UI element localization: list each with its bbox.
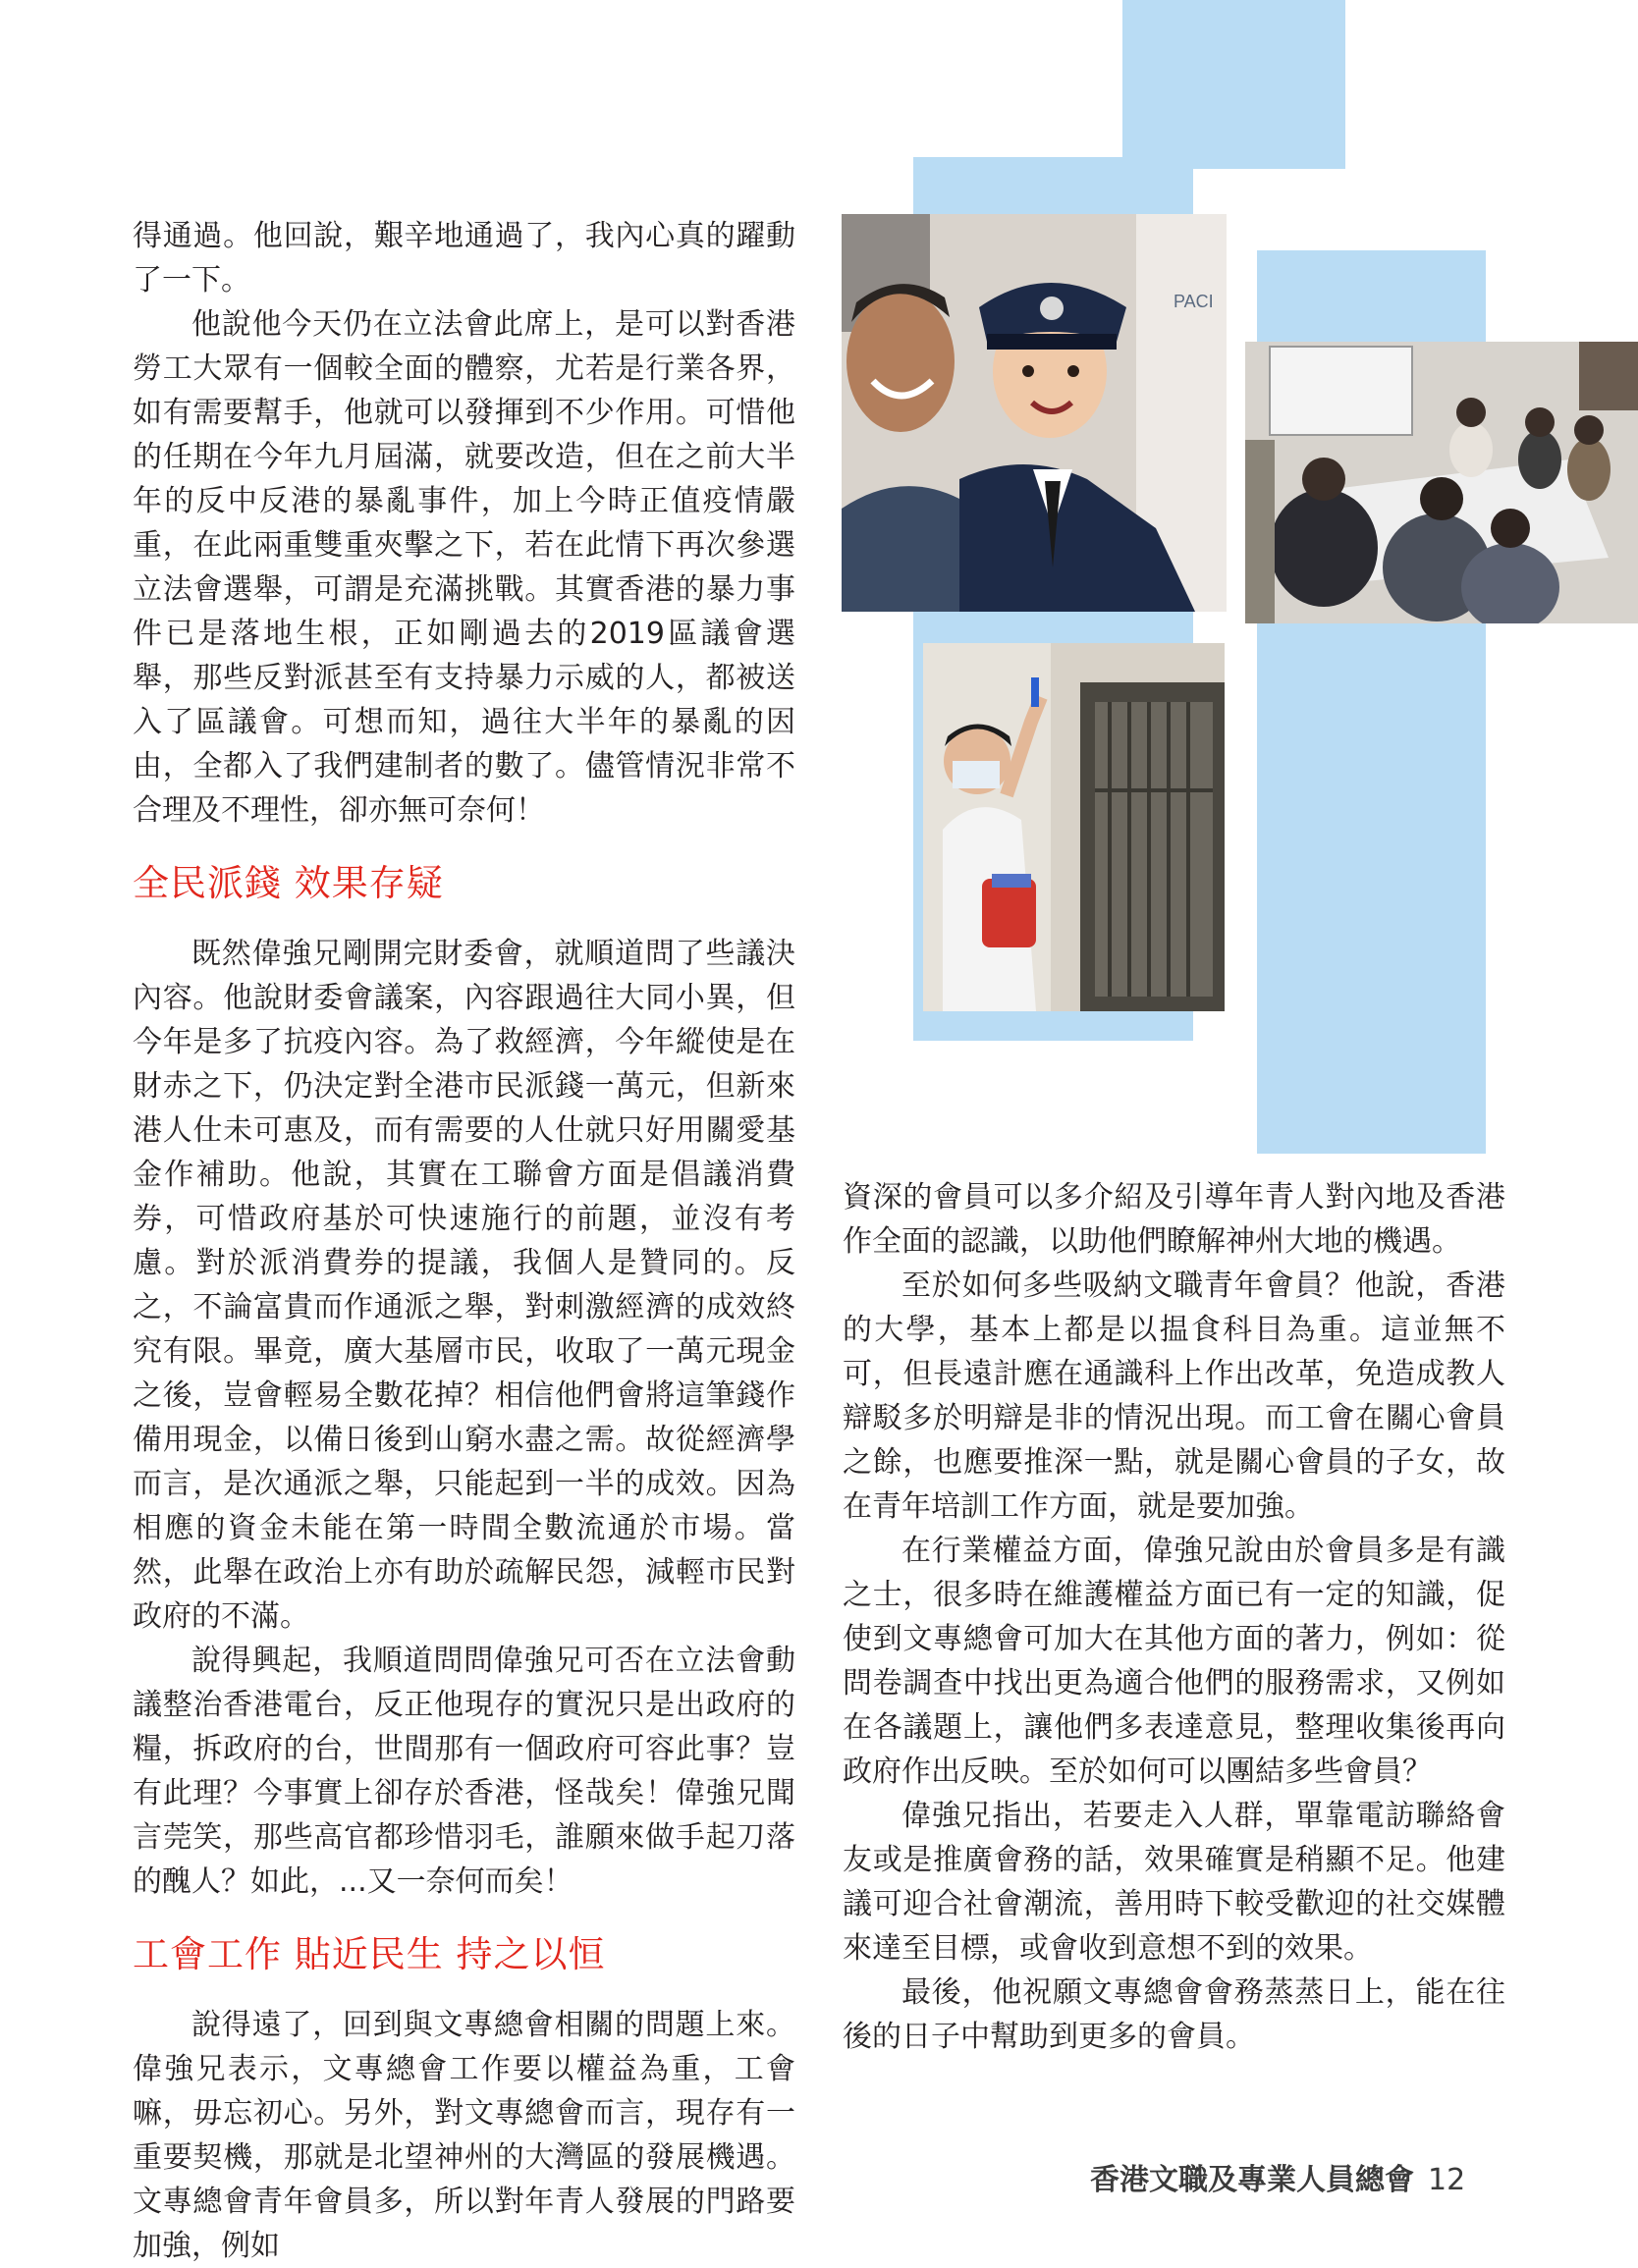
section-heading-union-work: 工會工作 貼近民生 持之以恒 bbox=[133, 1933, 606, 1975]
photo-temperature-check bbox=[923, 643, 1225, 1011]
right-paragraph-3: 在行業權益方面，偉強兄說由於會員多是有識之士，很多時在維護權益方面已有一定的知識，促使到文專總會可加大在其他方面的著力，例如：從問卷調查中找出更為適合他們的服務需求，又例如在各議題上，讓他們多表達意見，整理收集後再向政府作出反映。至於如何可以團結多些會員？ bbox=[843, 1534, 1505, 1789]
left-paragraph-4: 說得興起，我順道問問偉強兄可否在立法會動議整治香港電台，反正他現存的實況只是出政府的糧，拆政府的台，世間那有一個政府可容此事？豈有此理？今事實上卻存於香港，怪哉矣！偉強兄聞言莞笑，那些高官都珍惜羽毛，誰願來做手起刀落的醜人？如此，...又一奈何而矣！ bbox=[133, 1644, 795, 1899]
right-paragraph-1: 資深的會員可以多介紹及引導年青人對內地及香港作全面的認識，以助他們瞭解神州大地的機遇。 bbox=[843, 1180, 1505, 1259]
left-paragraph-5: 說得遠了，回到與文專總會相關的問題上來。偉強兄表示，文專總會工作要以權益為重，工會嘛，毋忘初心。另外，對文專總會而言，現存有一重要契機，那就是北望神州的大灣區的發展機遇。文專總會青年會員多，所以對年青人發展的門路要加強，例如 bbox=[133, 2008, 795, 2263]
page-number: 12 bbox=[1428, 2163, 1466, 2197]
left-paragraph-3: 既然偉強兄剛開完財委會，就順道問了些議決內容。他說財委會議案，內容跟過往大同小異，但今年是多了抗疫內容。為了救經濟，今年縱使是在財赤之下，仍決定對全港市民派錢一萬元，但新來港人仕未可惠及，而有需要的人仕就只好用關愛基金作補助。他說，其實在工聯會方面是倡議消費券，可惜政府基於可快速施行的前題，並沒有考慮。對於派消費券的提議，我個人是贊同的。反之，不論富貴而作通派之舉，對刺激經濟的成效終究有限。畢竟，廣大基層市民，收取了一萬元現金之後，豈會輕易全數花掉？相信他們會將這筆錢作備用現金，以備日後到山窮水盡之需。故從經濟學而言，是次通派之舉，只能起到一半的成效。因為相應的資金未能在第一時間全數流通於市場。當然，此舉在政治上亦有助於疏解民怨，減輕市民對政府的不滿。 bbox=[133, 937, 795, 1634]
photo-pilot-cutout bbox=[842, 214, 1227, 612]
decor-bar-top bbox=[1122, 0, 1345, 169]
right-paragraph-4: 偉強兄指出，若要走入人群，單靠電訪聯絡會友或是推廣會務的話，效果確實是稍顯不足。他建議可迎合社會潮流，善用時下較受歡迎的社交媒體來達至目標，或會收到意想不到的效果。 bbox=[843, 1799, 1505, 1966]
footer-org-name: 香港文職及專業人員總會 bbox=[1090, 2163, 1414, 2197]
left-paragraph-2: 他說他今天仍在立法會此席上，是可以對香港勞工大眾有一個較全面的體察，尤若是行業各界，如有需要幫手，他就可以發揮到不少作用。可惜他的任期在今年九月屆滿，就要改造，但在之前大半年的反中反港的暴亂事件，加上今時正值疫情嚴重，在此兩重雙重夾擊之下，若在此情下再次參選立法會選舉，可謂是充滿挑戰。其實香港的暴力事件已是落地生根，正如剛過去的2019區議會選舉，那些反對派甚至有支持暴力示威的人，都被送入了區議會。可想而知，過往大半年的暴亂的因由，全都入了我們建制者的數了。儘管情況非常不合理及不理性，卻亦無可奈何！ bbox=[133, 307, 795, 828]
photo-meeting-room bbox=[1245, 342, 1638, 623]
left-column bbox=[133, 214, 795, 2268]
photo-sign-text: PACI bbox=[1174, 292, 1214, 311]
right-column bbox=[843, 1175, 1505, 2059]
right-paragraph-2: 至於如何多些吸納文職青年會員？他說，香港的大學，基本上都是以揾食科目為重。這並無不可，但長遠計應在通識科上作出改革，免造成教人辯駁多於明辯是非的情況出現。而工會在關心會員之餘，也應要推深一點，就是關心會員的子女，故在青年培訓工作方面，就是要加強。 bbox=[843, 1269, 1505, 1524]
left-paragraph-1: 得通過。他回說，艱辛地通過了，我內心真的躍動了一下。 bbox=[133, 219, 795, 297]
page-footer bbox=[1090, 2155, 1465, 2198]
right-paragraph-5: 最後，他祝願文專總會會務蒸蒸日上，能在往後的日子中幫助到更多的會員。 bbox=[843, 1975, 1505, 2054]
section-heading-cash-handout: 全民派錢 效果存疑 bbox=[133, 862, 444, 904]
